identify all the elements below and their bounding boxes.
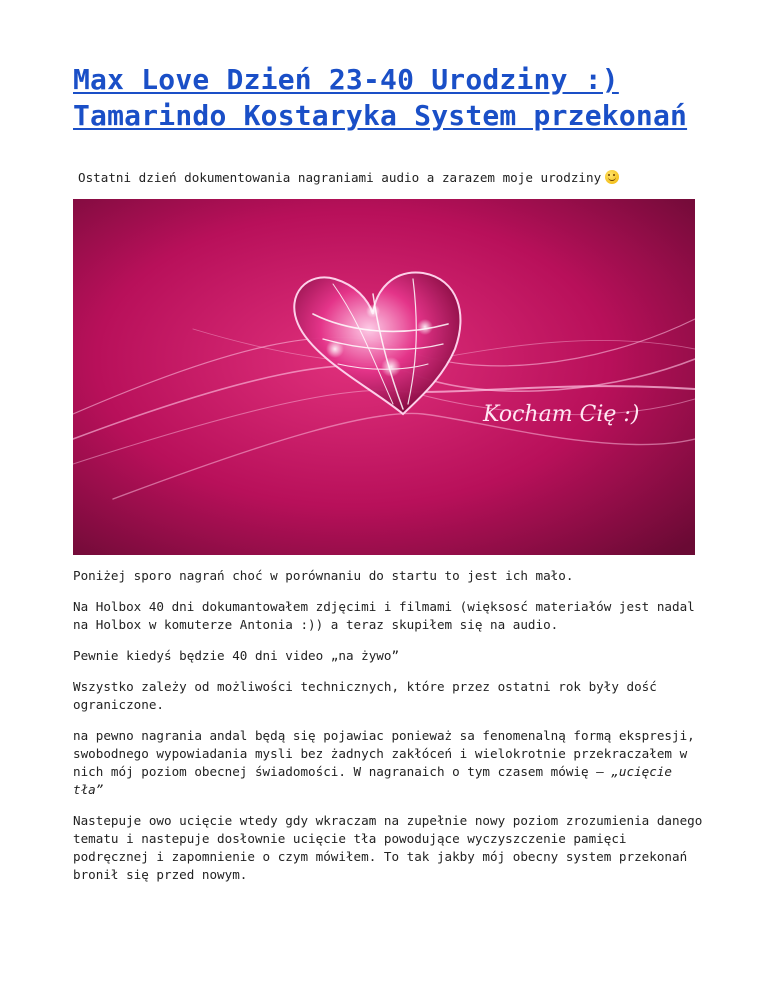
hero-image bbox=[73, 199, 695, 555]
paragraph: Nastepuje owo ucięcie wtedy gdy wkraczam na zupełnie nowy poziom zrozumienia danego tematu i nastepuje dosłownie ucięcie tła powodujące wyczyszczenie pamięci podręcznej i zapomnienie o czym mówiłem. To tak jakby mój obecny system przekonań bronił się przed nowym. bbox=[73, 813, 703, 882]
paragraph: Wszystko zależy od możliwości technicznych, które przez ostatni rok były dość ograniczone. bbox=[73, 679, 657, 712]
paragraph bbox=[73, 727, 709, 799]
intro-text: Ostatni dzień dokumentowania nagraniami audio a zarazem moje urodziny bbox=[78, 170, 602, 185]
article-body bbox=[73, 567, 709, 897]
paragraph-text: na pewno nagrania andal będą się pojawiac ponieważ sa fenomenalną formą ekspresji, swobodnego wypowiadania mysli bez żadnych zakłóceń i wielokrotnie przekraczałem w nich mój poziom obecnej świadomości. W nagranaich o tym czasem mówię – bbox=[73, 728, 695, 779]
hero-caption: Kocham Cię :) bbox=[483, 402, 640, 427]
paragraph: Pewnie kiedyś będzie 40 dni video „na żywo” bbox=[73, 648, 400, 663]
paragraph: Poniżej sporo nagrań choć w porównaniu do startu to jest ich mało. bbox=[73, 568, 574, 583]
article-title bbox=[73, 62, 713, 134]
article-title-link[interactable]: Max Love Dzień 23-40 Urodziny :) Tamarindo Kostaryka System przekonań bbox=[73, 63, 688, 132]
smiley-icon bbox=[605, 170, 619, 184]
intro-line bbox=[78, 169, 708, 187]
paragraph-emphasis: „ucięcie tła” bbox=[73, 764, 672, 797]
paragraph: Na Holbox 40 dni dokumantowałem zdjęcimi i filmami (więksosć materiałów jest nadal na Holbox w komuterze Antonia :)) a teraz skupiłem się na audio. bbox=[73, 599, 695, 632]
